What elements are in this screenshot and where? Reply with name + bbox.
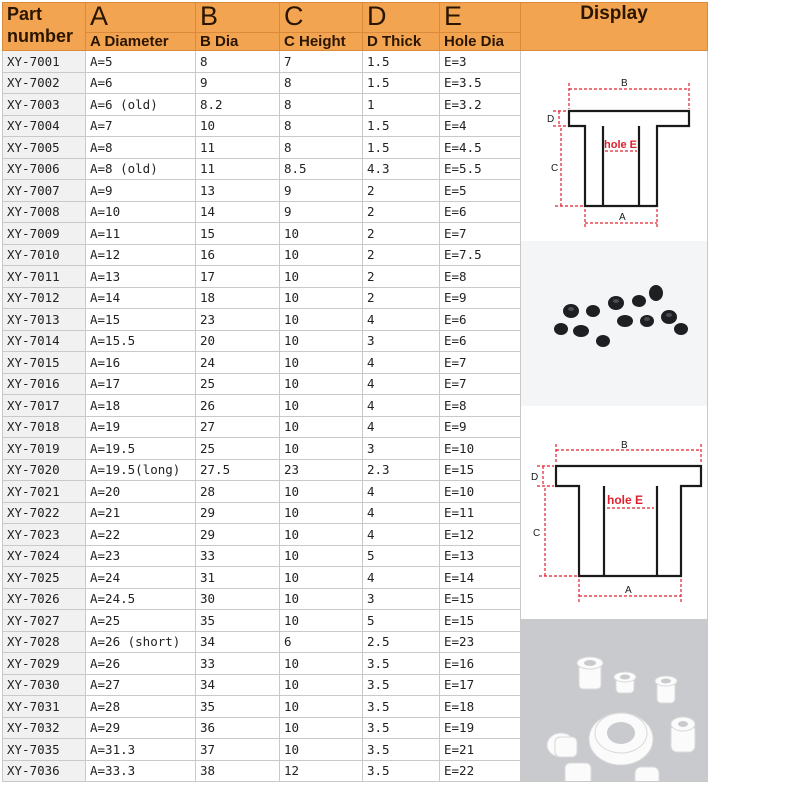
cell-d-thick: 2	[363, 287, 440, 309]
diagram-top-label-c: C	[551, 163, 559, 174]
cell-b-dia: 25	[196, 438, 280, 460]
cell-part-number: XY-7029	[3, 653, 86, 675]
cell-a-diameter: A=6	[86, 72, 196, 94]
cell-d-thick: 3	[363, 438, 440, 460]
cell-d-thick: 3.5	[363, 674, 440, 696]
cell-a-diameter: A=6 (old)	[86, 94, 196, 116]
cell-a-diameter: A=26	[86, 653, 196, 675]
cell-e-hole: E=10	[440, 481, 521, 503]
cell-b-dia: 28	[196, 481, 280, 503]
cell-d-thick: 4	[363, 416, 440, 438]
cell-b-dia: 35	[196, 696, 280, 718]
cell-part-number: XY-7004	[3, 115, 86, 137]
diagram-top-label-d: D	[547, 114, 555, 125]
cell-e-hole: E=3	[440, 51, 521, 73]
cell-b-dia: 31	[196, 567, 280, 589]
header-col-c: C	[280, 3, 363, 33]
cell-part-number: XY-7006	[3, 158, 86, 180]
cell-part-number: XY-7012	[3, 287, 86, 309]
cell-b-dia: 29	[196, 502, 280, 524]
header-col-a: A	[86, 3, 196, 33]
cell-a-diameter: A=9	[86, 180, 196, 202]
cell-part-number: XY-7008	[3, 201, 86, 223]
cell-a-diameter: A=24	[86, 567, 196, 589]
header-part-number	[3, 3, 86, 51]
cell-e-hole: E=18	[440, 696, 521, 718]
cell-e-hole: E=21	[440, 739, 521, 761]
cell-d-thick: 2.5	[363, 631, 440, 653]
cell-part-number: XY-7020	[3, 459, 86, 481]
cell-a-diameter: A=14	[86, 287, 196, 309]
cell-b-dia: 20	[196, 330, 280, 352]
cell-part-number: XY-7009	[3, 223, 86, 245]
cell-a-diameter: A=15.5	[86, 330, 196, 352]
cell-d-thick: 2	[363, 180, 440, 202]
cell-e-hole: E=3.5	[440, 72, 521, 94]
display-cell	[521, 51, 708, 782]
header-sub-e: Hole Dia	[440, 33, 521, 51]
cell-c-height: 10	[280, 395, 363, 417]
cell-c-height: 10	[280, 739, 363, 761]
cell-part-number: XY-7030	[3, 674, 86, 696]
header-sub-a: A Diameter	[86, 33, 196, 51]
cell-part-number: XY-7026	[3, 588, 86, 610]
cell-b-dia: 17	[196, 266, 280, 288]
cell-part-number: XY-7018	[3, 416, 86, 438]
cell-a-diameter: A=19.5(long)	[86, 459, 196, 481]
header-sub-b: B Dia	[196, 33, 280, 51]
cell-d-thick: 1.5	[363, 72, 440, 94]
cell-e-hole: E=4	[440, 115, 521, 137]
cell-d-thick: 4	[363, 373, 440, 395]
cell-e-hole: E=12	[440, 524, 521, 546]
cell-b-dia: 27.5	[196, 459, 280, 481]
spec-table-body	[3, 51, 708, 782]
cell-part-number: XY-7014	[3, 330, 86, 352]
cell-d-thick: 3	[363, 588, 440, 610]
cell-c-height: 10	[280, 610, 363, 632]
cell-part-number: XY-7016	[3, 373, 86, 395]
cell-d-thick: 1.5	[363, 137, 440, 159]
cell-a-diameter: A=11	[86, 223, 196, 245]
cell-d-thick: 3	[363, 330, 440, 352]
cell-d-thick: 4	[363, 502, 440, 524]
cell-part-number: XY-7027	[3, 610, 86, 632]
cell-part-number: XY-7013	[3, 309, 86, 331]
diagram-bottom-label-d: D	[531, 472, 539, 483]
cell-part-number: XY-7001	[3, 51, 86, 73]
cell-d-thick: 4	[363, 524, 440, 546]
cell-b-dia: 24	[196, 352, 280, 374]
cell-c-height: 9	[280, 180, 363, 202]
cell-b-dia: 13	[196, 180, 280, 202]
cell-part-number: XY-7032	[3, 717, 86, 739]
photo-white-grommets	[521, 619, 707, 782]
cell-e-hole: E=8	[440, 266, 521, 288]
cell-e-hole: E=17	[440, 674, 521, 696]
cell-b-dia: 23	[196, 309, 280, 331]
cell-c-height: 12	[280, 760, 363, 782]
cell-b-dia: 14	[196, 201, 280, 223]
cell-part-number: XY-7017	[3, 395, 86, 417]
cell-c-height: 8.5	[280, 158, 363, 180]
cell-d-thick: 3.5	[363, 696, 440, 718]
cell-e-hole: E=7.5	[440, 244, 521, 266]
cell-d-thick: 2.3	[363, 459, 440, 481]
cell-b-dia: 33	[196, 653, 280, 675]
cell-part-number: XY-7023	[3, 524, 86, 546]
table-row	[3, 51, 708, 73]
cell-e-hole: E=9	[440, 416, 521, 438]
cell-b-dia: 16	[196, 244, 280, 266]
cell-part-number: XY-7031	[3, 696, 86, 718]
cell-a-diameter: A=10	[86, 201, 196, 223]
cell-a-diameter: A=25	[86, 610, 196, 632]
cell-a-diameter: A=8 (old)	[86, 158, 196, 180]
cell-d-thick: 4	[363, 309, 440, 331]
cell-a-diameter: A=33.3	[86, 760, 196, 782]
diagram-top-label-b: B	[621, 78, 628, 89]
header-part-line1: Part	[7, 4, 43, 24]
diagram-top-label-hole: hole E	[604, 139, 638, 151]
cell-d-thick: 3.5	[363, 717, 440, 739]
header-display: Display	[521, 3, 708, 51]
cell-a-diameter: A=8	[86, 137, 196, 159]
cell-b-dia: 36	[196, 717, 280, 739]
cell-b-dia: 18	[196, 287, 280, 309]
diagram-bottom-label-c: C	[533, 528, 541, 539]
diagram-bottom-label-b: B	[621, 440, 628, 451]
header-col-b: B	[196, 3, 280, 33]
cell-a-diameter: A=21	[86, 502, 196, 524]
cell-e-hole: E=9	[440, 287, 521, 309]
cell-c-height: 10	[280, 438, 363, 460]
cell-e-hole: E=6	[440, 330, 521, 352]
cell-d-thick: 1.5	[363, 51, 440, 73]
cell-a-diameter: A=18	[86, 395, 196, 417]
cell-part-number: XY-7010	[3, 244, 86, 266]
cell-e-hole: E=14	[440, 567, 521, 589]
cell-d-thick: 4	[363, 352, 440, 374]
cell-c-height: 10	[280, 653, 363, 675]
cell-part-number: XY-7003	[3, 94, 86, 116]
cell-c-height: 10	[280, 524, 363, 546]
photo-black-grommets	[521, 241, 707, 406]
cell-b-dia: 38	[196, 760, 280, 782]
cell-d-thick: 3.5	[363, 739, 440, 761]
cell-c-height: 10	[280, 373, 363, 395]
diagram-bottom-label-a: A	[625, 585, 632, 596]
cell-a-diameter: A=22	[86, 524, 196, 546]
cell-part-number: XY-7019	[3, 438, 86, 460]
cell-b-dia: 34	[196, 631, 280, 653]
spec-table	[2, 2, 708, 782]
dimension-diagram-bottom	[521, 436, 707, 606]
cell-e-hole: E=6	[440, 309, 521, 331]
cell-e-hole: E=10	[440, 438, 521, 460]
cell-e-hole: E=16	[440, 653, 521, 675]
cell-a-diameter: A=19	[86, 416, 196, 438]
cell-d-thick: 1.5	[363, 115, 440, 137]
cell-c-height: 8	[280, 115, 363, 137]
cell-c-height: 10	[280, 567, 363, 589]
cell-a-diameter: A=29	[86, 717, 196, 739]
cell-c-height: 10	[280, 352, 363, 374]
cell-d-thick: 5	[363, 545, 440, 567]
cell-a-diameter: A=19.5	[86, 438, 196, 460]
cell-c-height: 10	[280, 309, 363, 331]
cell-b-dia: 8	[196, 51, 280, 73]
cell-e-hole: E=15	[440, 588, 521, 610]
cell-c-height: 10	[280, 416, 363, 438]
cell-part-number: XY-7025	[3, 567, 86, 589]
cell-e-hole: E=22	[440, 760, 521, 782]
cell-a-diameter: A=5	[86, 51, 196, 73]
cell-b-dia: 9	[196, 72, 280, 94]
cell-c-height: 7	[280, 51, 363, 73]
cell-c-height: 10	[280, 223, 363, 245]
cell-e-hole: E=15	[440, 610, 521, 632]
header-col-d: D	[363, 3, 440, 33]
cell-b-dia: 27	[196, 416, 280, 438]
cell-e-hole: E=5.5	[440, 158, 521, 180]
cell-a-diameter: A=13	[86, 266, 196, 288]
cell-c-height: 10	[280, 674, 363, 696]
cell-e-hole: E=23	[440, 631, 521, 653]
diagram-top-label-a: A	[619, 212, 626, 223]
cell-part-number: XY-7036	[3, 760, 86, 782]
cell-e-hole: E=7	[440, 373, 521, 395]
cell-d-thick: 2	[363, 223, 440, 245]
cell-a-diameter: A=24.5	[86, 588, 196, 610]
cell-c-height: 8	[280, 137, 363, 159]
cell-a-diameter: A=27	[86, 674, 196, 696]
header-sub-d: D Thick	[363, 33, 440, 51]
cell-a-diameter: A=31.3	[86, 739, 196, 761]
cell-part-number: XY-7002	[3, 72, 86, 94]
cell-d-thick: 5	[363, 610, 440, 632]
header-part-line2: number	[7, 26, 74, 46]
cell-c-height: 10	[280, 244, 363, 266]
cell-d-thick: 2	[363, 244, 440, 266]
cell-b-dia: 35	[196, 610, 280, 632]
cell-d-thick: 4	[363, 481, 440, 503]
cell-a-diameter: A=26 (short)	[86, 631, 196, 653]
cell-b-dia: 30	[196, 588, 280, 610]
cell-b-dia: 11	[196, 137, 280, 159]
cell-b-dia: 26	[196, 395, 280, 417]
cell-a-diameter: A=16	[86, 352, 196, 374]
cell-e-hole: E=13	[440, 545, 521, 567]
cell-e-hole: E=7	[440, 352, 521, 374]
cell-e-hole: E=11	[440, 502, 521, 524]
cell-d-thick: 2	[363, 266, 440, 288]
cell-c-height: 8	[280, 94, 363, 116]
diagram-bottom-label-hole: hole E	[607, 493, 644, 507]
cell-e-hole: E=7	[440, 223, 521, 245]
cell-a-diameter: A=20	[86, 481, 196, 503]
cell-e-hole: E=3.2	[440, 94, 521, 116]
cell-part-number: XY-7021	[3, 481, 86, 503]
cell-d-thick: 2	[363, 201, 440, 223]
cell-d-thick: 1	[363, 94, 440, 116]
cell-part-number: XY-7005	[3, 137, 86, 159]
cell-a-diameter: A=7	[86, 115, 196, 137]
cell-b-dia: 8.2	[196, 94, 280, 116]
cell-c-height: 10	[280, 266, 363, 288]
cell-b-dia: 34	[196, 674, 280, 696]
cell-e-hole: E=19	[440, 717, 521, 739]
cell-c-height: 10	[280, 717, 363, 739]
cell-d-thick: 3.5	[363, 760, 440, 782]
cell-part-number: XY-7015	[3, 352, 86, 374]
cell-b-dia: 10	[196, 115, 280, 137]
cell-c-height: 10	[280, 330, 363, 352]
cell-c-height: 10	[280, 696, 363, 718]
cell-c-height: 10	[280, 481, 363, 503]
cell-c-height: 9	[280, 201, 363, 223]
cell-part-number: XY-7035	[3, 739, 86, 761]
cell-a-diameter: A=15	[86, 309, 196, 331]
cell-b-dia: 11	[196, 158, 280, 180]
cell-e-hole: E=5	[440, 180, 521, 202]
header-col-e: E	[440, 3, 521, 33]
cell-b-dia: 15	[196, 223, 280, 245]
cell-c-height: 10	[280, 588, 363, 610]
cell-d-thick: 4	[363, 395, 440, 417]
cell-e-hole: E=15	[440, 459, 521, 481]
cell-d-thick: 4.3	[363, 158, 440, 180]
cell-b-dia: 37	[196, 739, 280, 761]
cell-c-height: 23	[280, 459, 363, 481]
cell-b-dia: 29	[196, 524, 280, 546]
cell-a-diameter: A=28	[86, 696, 196, 718]
cell-a-diameter: A=12	[86, 244, 196, 266]
cell-part-number: XY-7028	[3, 631, 86, 653]
cell-c-height: 10	[280, 545, 363, 567]
dimension-diagram-top	[521, 71, 707, 231]
cell-a-diameter: A=23	[86, 545, 196, 567]
cell-part-number: XY-7011	[3, 266, 86, 288]
cell-b-dia: 33	[196, 545, 280, 567]
cell-e-hole: E=6	[440, 201, 521, 223]
cell-part-number: XY-7007	[3, 180, 86, 202]
header-sub-c: C Height	[280, 33, 363, 51]
display-panel	[521, 51, 707, 781]
cell-c-height: 10	[280, 502, 363, 524]
cell-a-diameter: A=17	[86, 373, 196, 395]
cell-c-height: 10	[280, 287, 363, 309]
cell-d-thick: 3.5	[363, 653, 440, 675]
cell-part-number: XY-7024	[3, 545, 86, 567]
cell-c-height: 6	[280, 631, 363, 653]
cell-b-dia: 25	[196, 373, 280, 395]
cell-e-hole: E=8	[440, 395, 521, 417]
cell-part-number: XY-7022	[3, 502, 86, 524]
cell-d-thick: 4	[363, 567, 440, 589]
cell-e-hole: E=4.5	[440, 137, 521, 159]
cell-c-height: 8	[280, 72, 363, 94]
